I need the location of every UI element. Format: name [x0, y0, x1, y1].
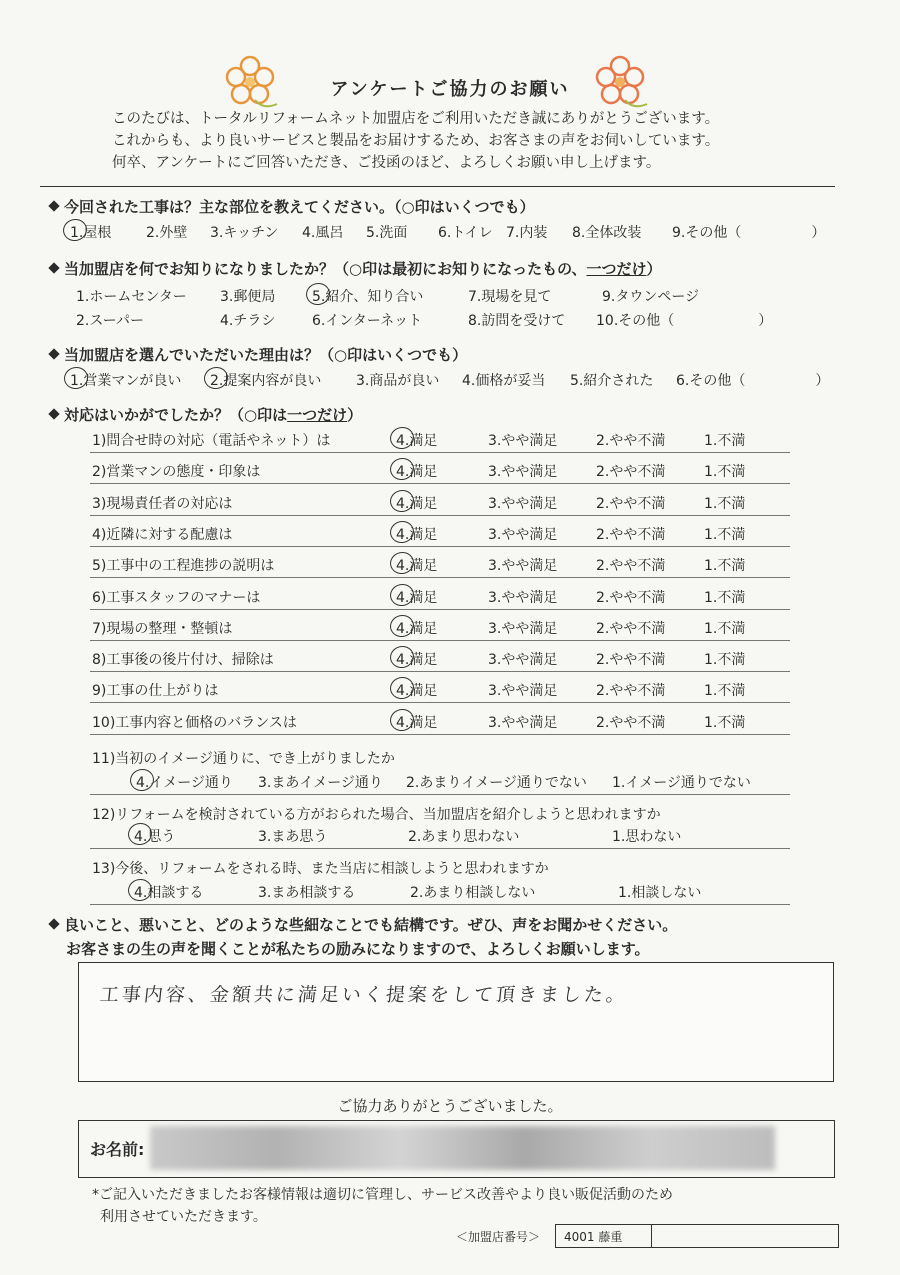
q4-choice[interactable]: 3.やや満足	[488, 433, 558, 449]
q4-choice[interactable]: 4.満足	[396, 527, 438, 543]
diamond-icon	[48, 348, 59, 359]
row-line	[90, 904, 790, 905]
q4-choice[interactable]: 4.満足	[396, 652, 438, 668]
q4-choice[interactable]: 4.満足	[396, 715, 438, 731]
q4-choice[interactable]: 4.満足	[396, 621, 438, 637]
q4-choice[interactable]: 3.やや満足	[488, 683, 558, 699]
q2-option[interactable]: 4.チラシ	[220, 313, 276, 329]
q4-choice[interactable]: 4.満足	[396, 464, 438, 480]
q12-option[interactable]: 1.思わない	[612, 829, 682, 845]
q2-option[interactable]: 2.スーパー	[76, 313, 144, 329]
row-line	[90, 702, 790, 703]
q4-choice[interactable]: 1.不満	[704, 527, 746, 543]
q4-choice[interactable]: 3.やや満足	[488, 527, 558, 543]
row-line	[90, 794, 790, 795]
q12-title: 12)リフォームを検討されている方がおられた場合、当加盟店を紹介しようと思われますか	[92, 807, 661, 823]
q2-option[interactable]: 10.その他（ ）	[596, 313, 773, 329]
q4-choice[interactable]: 1.不満	[704, 715, 746, 731]
q4-choice[interactable]: 2.やや不満	[596, 590, 666, 606]
q1-option[interactable]: 3.キッチン	[210, 225, 279, 241]
q4-choice[interactable]: 3.やや満足	[488, 496, 558, 512]
q4-row-label: 5)工事中の工程進捗の説明は	[92, 558, 275, 574]
q11-title: 11)当初のイメージ通りに、でき上がりましたか	[92, 751, 395, 767]
q4-title: 対応はいかがでしたか？（○印は一つだけ）	[50, 404, 362, 425]
q12-option[interactable]: 3.まあ思う	[258, 829, 328, 845]
q4-row-label: 9)工事の仕上がりは	[92, 683, 219, 699]
row-line	[90, 640, 790, 641]
q1-option[interactable]: 9.その他（ ）	[672, 225, 826, 241]
q4-row-label: 3)現場責任者の対応は	[92, 496, 233, 512]
q12-option[interactable]: 4.思う	[134, 829, 176, 845]
dealer-label: ＜加盟店番号＞	[456, 1230, 541, 1244]
q2-option[interactable]: 5.紹介、知り合い	[312, 289, 424, 305]
q4-row-label: 7)現場の整理・整頓は	[92, 621, 233, 637]
q4-choice[interactable]: 1.不満	[704, 433, 746, 449]
q3-option[interactable]: 1.営業マンが良い	[70, 373, 182, 389]
q4-row-label: 6)工事スタッフのマナーは	[92, 590, 261, 606]
q13-option[interactable]: 4.相談する	[134, 885, 204, 901]
q4-choice[interactable]: 3.やや満足	[488, 464, 558, 480]
q11-option[interactable]: 4.イメージ通り	[136, 775, 233, 791]
divider	[40, 186, 835, 187]
note-line: *ご記入いただきましたお客様情報は適切に管理し、サービス改善やより良い販促活動のため	[92, 1187, 673, 1203]
q4-choice[interactable]: 2.やや不満	[596, 715, 666, 731]
row-line	[90, 483, 790, 484]
q13-option[interactable]: 3.まあ相談する	[258, 885, 356, 901]
q1-option[interactable]: 2.外壁	[146, 225, 188, 241]
row-line	[90, 515, 790, 516]
intro-line: 何卒、アンケートにご回答いただき、ご投函のほど、よろしくお願い申し上げます。	[112, 155, 661, 171]
row-line	[90, 577, 790, 578]
q4-choice[interactable]: 4.満足	[396, 590, 438, 606]
diamond-icon	[48, 262, 59, 273]
q2-option[interactable]: 9.タウンページ	[602, 289, 700, 305]
q4-choice[interactable]: 3.やや満足	[488, 558, 558, 574]
redacted-name	[150, 1126, 775, 1170]
q4-choice[interactable]: 2.やや不満	[596, 527, 666, 543]
q3-option[interactable]: 4.価格が妥当	[462, 373, 546, 389]
name-label: お名前:	[90, 1140, 145, 1159]
handwritten-comment: 工事内容、金額共に満足いく提案をして頂きました。	[98, 984, 630, 1006]
q2-option[interactable]: 8.訪問を受けて	[468, 313, 566, 329]
q1-option[interactable]: 8.全体改装	[572, 225, 642, 241]
q11-option[interactable]: 2.あまりイメージ通りでない	[406, 775, 587, 791]
q13-option[interactable]: 2.あまり相談しない	[410, 885, 536, 901]
q2-option[interactable]: 7.現場を見て	[468, 289, 552, 305]
q4-choice[interactable]: 2.やや不満	[596, 464, 666, 480]
page-title: アンケートご協力のお願い	[330, 79, 570, 100]
q4-choice[interactable]: 1.不満	[704, 496, 746, 512]
diamond-icon	[48, 408, 59, 419]
comment-prompt: 良いこと、悪いこと、どのような些細なことでも結構です。ぜひ、声をお聞かせください。	[50, 914, 677, 935]
q1-option[interactable]: 7.内装	[506, 225, 548, 241]
intro-line: これからも、より良いサービスと製品をお届けするため、お客さまの声をお伺いしています。	[112, 133, 720, 149]
note-line: 利用させていただきます。	[100, 1209, 267, 1225]
q1-title: 今回された工事は？主な部位を教えてください。（○印はいくつでも）	[50, 196, 535, 217]
divider	[651, 1225, 652, 1247]
q4-choice[interactable]: 4.満足	[396, 433, 438, 449]
q4-choice[interactable]: 1.不満	[704, 558, 746, 574]
q2-option[interactable]: 1.ホームセンター	[76, 289, 187, 305]
q3-option[interactable]: 3.商品が良い	[356, 373, 440, 389]
intro-text	[112, 108, 719, 174]
q4-choice[interactable]: 1.不満	[704, 652, 746, 668]
row-line	[90, 734, 790, 735]
q1-option[interactable]: 4.風呂	[302, 225, 344, 241]
q1-option[interactable]: 1.屋根	[70, 225, 112, 241]
q4-choice[interactable]: 2.やや不満	[596, 433, 666, 449]
q4-choice[interactable]: 4.満足	[396, 683, 438, 699]
q2-option[interactable]: 6.インターネット	[312, 313, 423, 329]
q11-option[interactable]: 3.まあイメージ通り	[258, 775, 383, 791]
q13-option[interactable]: 1.相談しない	[618, 885, 702, 901]
privacy-note	[92, 1184, 673, 1228]
q1-option[interactable]: 6.トイレ	[438, 225, 493, 241]
dealer-number-box	[555, 1224, 839, 1248]
q3-option[interactable]: 5.紹介された	[570, 373, 654, 389]
q3-option[interactable]: 6.その他（ ）	[676, 373, 830, 389]
row-line	[90, 609, 790, 610]
q2-option[interactable]: 3.郵便局	[220, 289, 276, 305]
q3-option[interactable]: 2.提案内容が良い	[210, 373, 322, 389]
q4-choice[interactable]: 2.やや不満	[596, 558, 666, 574]
q4-choice[interactable]: 1.不満	[704, 683, 746, 699]
q2-title: 当加盟店を何でお知りになりましたか？（○印は最初にお知りになったもの、一つだけ）	[50, 258, 662, 279]
diamond-icon	[48, 918, 59, 929]
q4-row-label: 8)工事後の後片付け、掃除は	[92, 652, 274, 668]
q4-choice[interactable]: 4.満足	[396, 558, 438, 574]
q12-option[interactable]: 2.あまり思わない	[408, 829, 520, 845]
q4-choice[interactable]: 3.やや満足	[488, 621, 558, 637]
q3-title: 当加盟店を選んでいただいた理由は？（○印はいくつでも）	[50, 344, 467, 365]
diamond-icon	[48, 200, 59, 211]
thanks-text: ご協力ありがとうございました。	[337, 1097, 563, 1115]
q4-row-label: 1)問合せ時の対応（電話やネット）は	[92, 433, 331, 449]
q11-option[interactable]: 1.イメージ通りでない	[612, 775, 751, 791]
q4-choice[interactable]: 3.やや満足	[488, 652, 558, 668]
q4-choice[interactable]: 3.やや満足	[488, 715, 558, 731]
comment-prompt-2: お客さまの生の声を聞くことが私たちの励みになりますので、よろしくお願いします。	[66, 940, 650, 958]
q4-choice[interactable]: 2.やや不満	[596, 496, 666, 512]
row-line	[90, 671, 790, 672]
q4-choice[interactable]: 1.不満	[704, 464, 746, 480]
row-line	[90, 848, 790, 849]
q4-choice[interactable]: 2.やや不満	[596, 621, 666, 637]
q4-choice[interactable]: 1.不満	[704, 590, 746, 606]
q4-choice[interactable]: 4.満足	[396, 496, 438, 512]
q4-row-label: 10)工事内容と価格のバランスは	[92, 715, 297, 731]
q4-row-label: 4)近隣に対する配慮は	[92, 527, 233, 543]
dealer-number: 4001 藤重	[564, 1230, 623, 1244]
row-line	[90, 452, 790, 453]
intro-line: このたびは、トータルリフォームネット加盟店をご利用いただき誠にありがとうございます。	[112, 111, 720, 127]
q13-title: 13)今後、リフォームをされる時、また当店に相談しようと思われますか	[92, 861, 549, 877]
q1-option[interactable]: 5.洗面	[366, 225, 408, 241]
row-line	[90, 546, 790, 547]
q4-choice[interactable]: 1.不満	[704, 621, 746, 637]
q4-choice[interactable]: 2.やや不満	[596, 683, 666, 699]
q4-choice[interactable]: 3.やや満足	[488, 590, 558, 606]
q4-choice[interactable]: 2.やや不満	[596, 652, 666, 668]
q4-row-label: 2)営業マンの態度・印象は	[92, 464, 261, 480]
